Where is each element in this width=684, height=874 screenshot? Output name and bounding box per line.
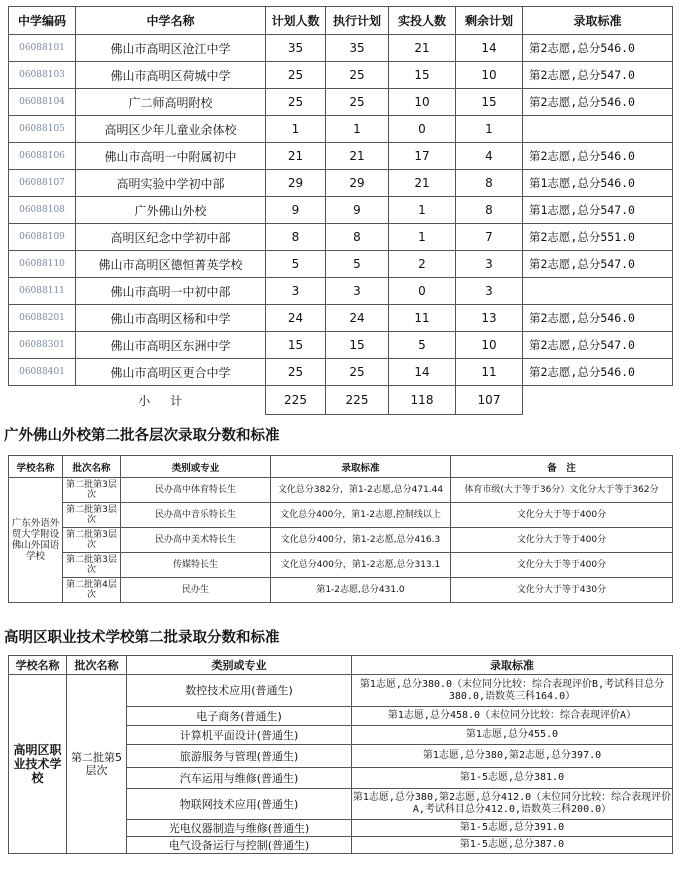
exec-plan: 25 (326, 359, 389, 386)
standard-cell: 文化总分400分，第1-2志愿,总分313.1 (271, 553, 451, 578)
batch-cell: 第二批第3层次 (63, 553, 121, 578)
table-row (9, 62, 673, 89)
header-school-name: 中学名称 (76, 7, 266, 35)
school-code: 06088110 (9, 251, 76, 278)
plan-count: 25 (266, 62, 326, 89)
school-name: 佛山市高明区德恒菁英学校 (76, 251, 266, 278)
header-remaining: 剩余计划 (456, 7, 523, 35)
subtotal-remaining: 107 (456, 386, 523, 415)
note-cell: 文化分大于等于400分 (451, 528, 673, 553)
remaining-count: 3 (456, 278, 523, 305)
category-cell: 物联网技术应用(普通生) (127, 789, 352, 820)
table-row (9, 224, 673, 251)
actual-count: 5 (389, 332, 456, 359)
plan-count: 8 (266, 224, 326, 251)
category-cell: 数控技术应用(普通生) (127, 675, 352, 707)
header-standard: 录取标准 (523, 7, 673, 35)
admission-table-foreign-language-school (8, 455, 673, 603)
exec-plan: 25 (326, 62, 389, 89)
school-name: 佛山市高明区更合中学 (76, 359, 266, 386)
standard-cell: 第1志愿,总分380.0（末位同分比较：综合表现评价B,考试科目总分380.0,语数英三科164.0） (352, 675, 673, 707)
remaining-count: 7 (456, 224, 523, 251)
remaining-count: 10 (456, 332, 523, 359)
actual-count: 1 (389, 224, 456, 251)
actual-count: 21 (389, 170, 456, 197)
table-header-row (9, 7, 673, 35)
admission-standard: 第2志愿,总分546.0 (523, 89, 673, 116)
actual-count: 17 (389, 143, 456, 170)
school-name: 佛山市高明区沧江中学 (76, 35, 266, 62)
table-row (9, 359, 673, 386)
school-name: 高明实验中学初中部 (76, 170, 266, 197)
note-cell: 文化分大于等于430分 (451, 578, 673, 603)
subtotal-row (9, 386, 673, 415)
exec-plan: 25 (326, 89, 389, 116)
exec-plan: 9 (326, 197, 389, 224)
standard-cell: 第1志愿,总分455.0 (352, 726, 673, 745)
table-row (9, 332, 673, 359)
actual-count: 14 (389, 359, 456, 386)
school-code: 06088106 (9, 143, 76, 170)
school-code: 06088101 (9, 35, 76, 62)
table-row (9, 503, 673, 528)
school-code: 06088111 (9, 278, 76, 305)
batch-cell: 第二批第4层次 (63, 578, 121, 603)
exec-plan: 8 (326, 224, 389, 251)
plan-count: 21 (266, 143, 326, 170)
batch-cell: 第二批第3层次 (63, 503, 121, 528)
remaining-count: 13 (456, 305, 523, 332)
remaining-count: 15 (456, 89, 523, 116)
category-cell: 电子商务(普通生) (127, 707, 352, 726)
header-exec-plan: 执行计划 (326, 7, 389, 35)
subtotal-plan: 225 (266, 386, 326, 415)
plan-count: 9 (266, 197, 326, 224)
school-code: 06088105 (9, 116, 76, 143)
table-row (9, 116, 673, 143)
remaining-count: 1 (456, 116, 523, 143)
actual-count: 0 (389, 116, 456, 143)
table-header-row (9, 456, 673, 478)
header-school: 学校名称 (9, 656, 67, 675)
school-name: 佛山市高明一中附属初中 (76, 143, 266, 170)
section-title-foreign-language-school: 广外佛山外校第二批各层次录取分数和标准 (4, 428, 280, 444)
remaining-count: 3 (456, 251, 523, 278)
actual-count: 15 (389, 62, 456, 89)
school-code: 06088201 (9, 305, 76, 332)
school-name-cell: 高明区职业技术学校 (9, 675, 67, 854)
category-cell: 民办生 (121, 578, 271, 603)
actual-count: 11 (389, 305, 456, 332)
subtotal-label: 小计 (138, 393, 203, 408)
exec-plan: 3 (326, 278, 389, 305)
school-code: 06088301 (9, 332, 76, 359)
standard-cell: 第1志愿,总分380,第2志愿,总分397.0 (352, 745, 673, 768)
table-row (9, 578, 673, 603)
header-school-code: 中学编码 (9, 7, 76, 35)
note-cell: 文化分大于等于400分 (451, 553, 673, 578)
category-cell: 民办高中美术特长生 (121, 528, 271, 553)
plan-count: 29 (266, 170, 326, 197)
admission-standard: 第1志愿,总分547.0 (523, 197, 673, 224)
standard-cell: 第1-5志愿,总分381.0 (352, 768, 673, 789)
school-name: 佛山市高明区杨和中学 (76, 305, 266, 332)
header-category: 类别或专业 (121, 456, 271, 478)
plan-count: 35 (266, 35, 326, 62)
school-code: 06088109 (9, 224, 76, 251)
school-code: 06088401 (9, 359, 76, 386)
subtotal-actual: 118 (389, 386, 456, 415)
category-cell: 光电仪器制造与维修(普通生) (127, 820, 352, 837)
table-row (9, 553, 673, 578)
section-title-vocational-school: 高明区职业技术学校第二批录取分数和标准 (4, 630, 280, 646)
table-row (9, 528, 673, 553)
header-batch: 批次名称 (63, 456, 121, 478)
actual-count: 1 (389, 197, 456, 224)
table-header-row (9, 656, 673, 675)
remaining-count: 10 (456, 62, 523, 89)
standard-cell: 第1-5志愿,总分391.0 (352, 820, 673, 837)
admission-standard: 第2志愿,总分546.0 (523, 359, 673, 386)
admission-standard: 第2志愿,总分546.0 (523, 305, 673, 332)
table-row (9, 143, 673, 170)
plan-count: 24 (266, 305, 326, 332)
category-cell: 计算机平面设计(普通生) (127, 726, 352, 745)
plan-count: 3 (266, 278, 326, 305)
remaining-count: 8 (456, 170, 523, 197)
category-cell: 传媒特长生 (121, 553, 271, 578)
table-row (9, 197, 673, 224)
table-row (9, 35, 673, 62)
exec-plan: 35 (326, 35, 389, 62)
admission-standard: 第2志愿,总分547.0 (523, 251, 673, 278)
remaining-count: 14 (456, 35, 523, 62)
header-school: 学校名称 (9, 456, 63, 478)
standard-cell: 第1志愿,总分380,第2志愿,总分412.0（末位同分比较：综合表现评价A,考试科目总分412.0,语数英三科200.0） (352, 789, 673, 820)
header-plan: 计划人数 (266, 7, 326, 35)
header-standard: 录取标准 (352, 656, 673, 675)
exec-plan: 5 (326, 251, 389, 278)
school-name: 佛山市高明一中初中部 (76, 278, 266, 305)
plan-count: 1 (266, 116, 326, 143)
header-actual: 实投人数 (389, 7, 456, 35)
subtotal-exec: 225 (326, 386, 389, 415)
exec-plan: 24 (326, 305, 389, 332)
subtotal-blank-cell (9, 386, 76, 415)
admission-standard: 第2志愿,总分547.0 (523, 62, 673, 89)
actual-count: 2 (389, 251, 456, 278)
admission-table-vocational-school (8, 655, 673, 854)
plan-count: 15 (266, 332, 326, 359)
standard-cell: 文化总分400分，第1-2志愿,总分416.3 (271, 528, 451, 553)
note-cell: 体育市级(大于等于36分）文化分大于等于362分 (451, 478, 673, 503)
exec-plan: 15 (326, 332, 389, 359)
school-code: 06088108 (9, 197, 76, 224)
school-code: 06088107 (9, 170, 76, 197)
category-cell: 民办高中音乐特长生 (121, 503, 271, 528)
standard-cell: 第1-5志愿,总分387.0 (352, 837, 673, 854)
note-cell: 文化分大于等于400分 (451, 503, 673, 528)
standard-cell: 第1志愿,总分458.0（末位同分比较：综合表现评价A） (352, 707, 673, 726)
category-cell: 旅游服务与管理(普通生) (127, 745, 352, 768)
standard-cell: 文化总分400分，第1-2志愿,控制线以上 (271, 503, 451, 528)
category-cell: 电气设备运行与控制(普通生) (127, 837, 352, 854)
header-batch: 批次名称 (67, 656, 127, 675)
admission-standard (523, 116, 673, 143)
remaining-count: 4 (456, 143, 523, 170)
exec-plan: 21 (326, 143, 389, 170)
school-name: 高明区纪念中学初中部 (76, 224, 266, 251)
exec-plan: 29 (326, 170, 389, 197)
school-name: 佛山市高明区荷城中学 (76, 62, 266, 89)
remaining-count: 8 (456, 197, 523, 224)
actual-count: 0 (389, 278, 456, 305)
admission-standard: 第2志愿,总分547.0 (523, 332, 673, 359)
header-category: 类别或专业 (127, 656, 352, 675)
category-cell: 汽车运用与维修(普通生) (127, 768, 352, 789)
school-code: 06088103 (9, 62, 76, 89)
school-name-cell: 广东外语外贸大学附设佛山外国语学校 (9, 478, 63, 603)
batch-cell: 第二批第5层次 (67, 675, 127, 854)
header-note: 备 注 (451, 456, 673, 478)
table-row (9, 251, 673, 278)
admission-standard: 第2志愿,总分546.0 (523, 35, 673, 62)
actual-count: 21 (389, 35, 456, 62)
plan-count: 25 (266, 359, 326, 386)
header-standard: 录取标准 (271, 456, 451, 478)
remaining-count: 11 (456, 359, 523, 386)
admission-standard: 第2志愿,总分551.0 (523, 224, 673, 251)
batch-cell: 第二批第3层次 (63, 528, 121, 553)
table-row (9, 89, 673, 116)
school-name: 佛山市高明区东洲中学 (76, 332, 266, 359)
subtotal-blank-cell (523, 386, 673, 415)
batch-cell: 第二批第3层次 (63, 478, 121, 503)
plan-count: 5 (266, 251, 326, 278)
table-row (9, 478, 673, 503)
table-row (9, 675, 673, 707)
school-code: 06088104 (9, 89, 76, 116)
plan-count: 25 (266, 89, 326, 116)
actual-count: 10 (389, 89, 456, 116)
table-row (9, 170, 673, 197)
table-row (9, 278, 673, 305)
admission-standard: 第1志愿,总分546.0 (523, 170, 673, 197)
category-cell: 民办高中体育特长生 (121, 478, 271, 503)
exec-plan: 1 (326, 116, 389, 143)
admission-standard (523, 278, 673, 305)
table-row (9, 305, 673, 332)
admission-standard: 第2志愿,总分546.0 (523, 143, 673, 170)
standard-cell: 文化总分382分，第1-2志愿,总分471.44 (271, 478, 451, 503)
school-name: 高明区少年儿童业余体校 (76, 116, 266, 143)
standard-cell: 第1-2志愿,总分431.0 (271, 578, 451, 603)
admission-table-middle-schools (8, 6, 673, 415)
school-name: 广外佛山外校 (76, 197, 266, 224)
school-name: 广二师高明附校 (76, 89, 266, 116)
